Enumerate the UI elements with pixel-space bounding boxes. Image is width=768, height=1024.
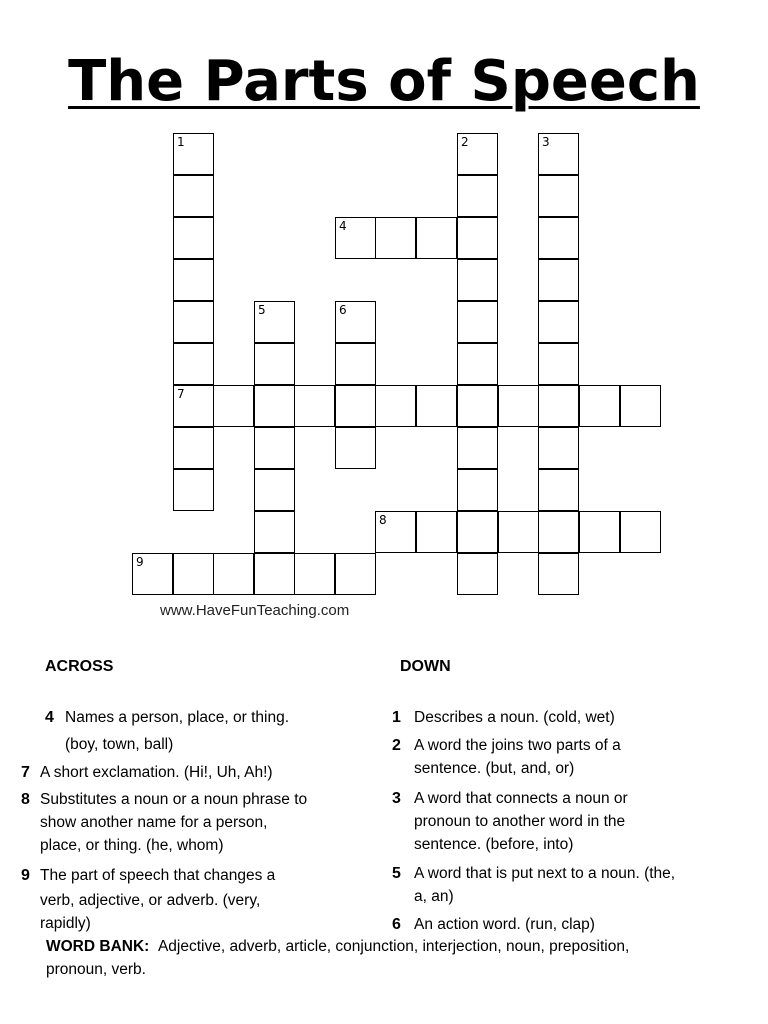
crossword-cell[interactable] (173, 343, 214, 385)
crossword-cell[interactable] (457, 217, 498, 259)
crossword-cell[interactable] (375, 217, 416, 259)
crossword-cell[interactable] (173, 385, 214, 427)
crossword-cell[interactable] (579, 385, 620, 427)
clue-number: 4 (45, 709, 54, 726)
crossword-cell[interactable] (173, 469, 214, 511)
crossword-cell[interactable] (173, 427, 214, 469)
page-title: The Parts of Speech (68, 49, 700, 114)
crossword-cell[interactable] (254, 301, 295, 343)
crossword-cell[interactable] (620, 385, 661, 427)
down-heading: DOWN (400, 658, 451, 675)
clue-line: show another name for a person, (40, 814, 268, 831)
crossword-cell[interactable] (173, 175, 214, 217)
clue-line: (boy, town, ball) (65, 736, 174, 753)
clue-number: 2 (392, 737, 401, 754)
cell-number: 9 (136, 555, 144, 569)
down-clue-6 (392, 913, 595, 936)
clue-number: 8 (21, 791, 30, 808)
clue-line: An action word. (run, clap) (414, 916, 595, 933)
crossword-cell[interactable] (173, 301, 214, 343)
crossword-cell[interactable] (213, 553, 254, 595)
clue-line: sentence. (before, into) (414, 836, 574, 853)
crossword-cell[interactable] (538, 553, 579, 595)
down-clue-2 (392, 734, 621, 780)
crossword-cell[interactable] (173, 133, 214, 175)
word-bank-list: Adjective, adverb, article, conjunction, interjection, noun, preposition, pronoun, verb. (46, 938, 630, 978)
crossword-cell[interactable] (254, 427, 295, 469)
cell-number: 8 (379, 513, 387, 527)
crossword-cell[interactable] (132, 553, 173, 595)
word-bank-label: WORD BANK: (46, 938, 150, 955)
crossword-cell[interactable] (457, 469, 498, 511)
clue-number: 5 (392, 865, 401, 882)
crossword-cell[interactable] (620, 511, 661, 553)
crossword-cell[interactable] (416, 385, 457, 427)
crossword-cell[interactable] (254, 343, 295, 385)
clue-line: place, or thing. (he, whom) (40, 837, 224, 854)
crossword-cell[interactable] (538, 511, 579, 553)
crossword-cell[interactable] (335, 343, 376, 385)
crossword-cell[interactable] (254, 511, 295, 553)
across-clue-8 (21, 788, 308, 857)
crossword-cell[interactable] (579, 511, 620, 553)
clue-line: a, an) (414, 888, 454, 905)
crossword-cell[interactable] (538, 385, 579, 427)
clue-line: A short exclamation. (Hi!, Uh, Ah!) (40, 764, 273, 781)
clue-line: Describes a noun. (cold, wet) (414, 709, 615, 726)
cell-number: 5 (258, 303, 266, 317)
crossword-cell[interactable] (335, 385, 376, 427)
crossword-cell[interactable] (498, 511, 539, 553)
crossword-cell[interactable] (457, 427, 498, 469)
clue-line: A word that connects a noun or (414, 790, 628, 807)
crossword-cell[interactable] (457, 259, 498, 301)
crossword-cell[interactable] (457, 385, 498, 427)
crossword-cell[interactable] (173, 217, 214, 259)
cell-number: 6 (339, 303, 347, 317)
clue-number: 3 (392, 790, 401, 807)
crossword-cell[interactable] (375, 385, 416, 427)
cell-number: 3 (542, 135, 550, 149)
crossword-cell[interactable] (538, 469, 579, 511)
crossword-cell[interactable] (498, 385, 539, 427)
cell-number: 7 (177, 387, 185, 401)
down-clue-3 (392, 787, 628, 856)
crossword-cell[interactable] (538, 217, 579, 259)
crossword-cell[interactable] (538, 133, 579, 175)
across-clue-9 (21, 864, 276, 935)
clue-line: A word that is put next to a noun. (the, (414, 865, 676, 882)
down-clue-5 (392, 862, 676, 908)
crossword-cell[interactable] (254, 553, 295, 595)
cell-number: 4 (339, 219, 347, 233)
across-heading: ACROSS (45, 658, 114, 675)
crossword-cell[interactable] (173, 259, 214, 301)
crossword-cell[interactable] (416, 511, 457, 553)
crossword-cell[interactable] (457, 301, 498, 343)
crossword-cell[interactable] (416, 217, 457, 259)
across-clue-7 (21, 761, 273, 784)
crossword-cell[interactable] (294, 385, 335, 427)
cell-number: 2 (461, 135, 469, 149)
crossword-cell[interactable] (335, 553, 376, 595)
crossword-cell[interactable] (457, 343, 498, 385)
crossword-cell[interactable] (538, 427, 579, 469)
crossword-cell[interactable] (335, 301, 376, 343)
clue-line: rapidly) (40, 915, 91, 932)
clue-line: The part of speech that changes a (40, 867, 276, 884)
clue-line: A word the joins two parts of a (414, 737, 621, 754)
crossword-cell[interactable] (457, 175, 498, 217)
word-bank (46, 935, 686, 981)
clue-line: Names a person, place, or thing. (65, 709, 290, 726)
crossword-cell[interactable] (213, 385, 254, 427)
clue-line: pronoun to another word in the (414, 813, 626, 830)
crossword-cell[interactable] (538, 301, 579, 343)
website-credit: www.HaveFunTeaching.com (160, 602, 350, 619)
crossword-cell[interactable] (538, 259, 579, 301)
crossword-cell[interactable] (538, 343, 579, 385)
crossword-cell[interactable] (335, 217, 376, 259)
cell-number: 1 (177, 135, 185, 149)
crossword-cell[interactable] (173, 553, 214, 595)
crossword-cell[interactable] (538, 175, 579, 217)
crossword-cell[interactable] (457, 511, 498, 553)
clue-number: 1 (392, 709, 401, 726)
down-clue-1 (392, 706, 615, 729)
clue-number: 9 (21, 867, 30, 884)
clue-line: verb, adjective, or adverb. (very, (40, 892, 261, 909)
clue-number: 6 (392, 916, 401, 933)
crossword-cell[interactable] (254, 469, 295, 511)
clue-line: Substitutes a noun or a noun phrase to (40, 791, 308, 808)
clue-number: 7 (21, 764, 30, 781)
clue-line: sentence. (but, and, or) (414, 760, 575, 777)
crossword-cell[interactable] (457, 133, 498, 175)
crossword-cell[interactable] (254, 385, 295, 427)
crossword-cell[interactable] (294, 553, 335, 595)
crossword-cell[interactable] (457, 553, 498, 595)
crossword-cell[interactable] (375, 511, 416, 553)
across-clue-4 (45, 706, 290, 756)
crossword-cell[interactable] (335, 427, 376, 469)
